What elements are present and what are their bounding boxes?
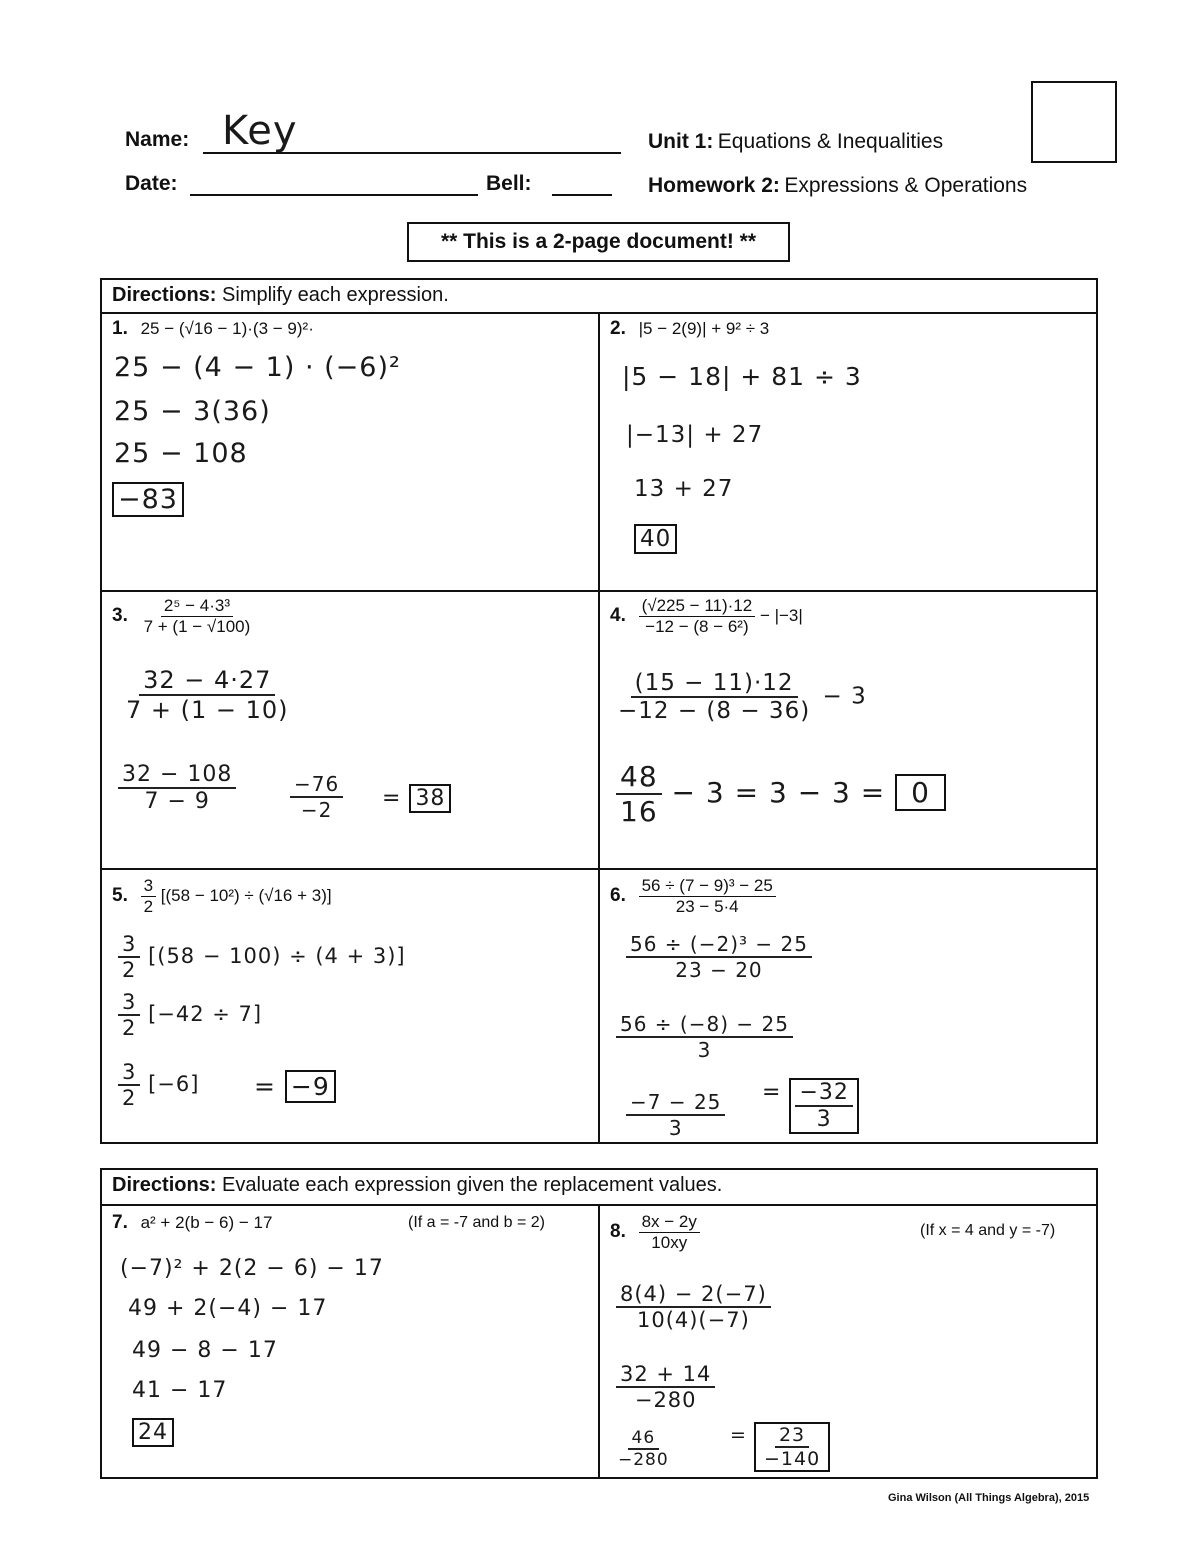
problem-5-expression: [(58 − 10²) ÷ (√16 + 3)] bbox=[160, 885, 332, 905]
problem-5-step: [−42 ÷ 7] bbox=[148, 1002, 263, 1026]
unit-title: Equations & Inequalities bbox=[717, 130, 944, 153]
directions-label: Directions: bbox=[112, 284, 217, 306]
problem-2-step: |5 − 18| + 81 ÷ 3 bbox=[622, 362, 862, 391]
problem-4-step: $\frac{48}{16}$ bbox=[616, 760, 662, 828]
section2-grid: Directions: Evaluate each expression given the replacement values. 7. a² + 2(b − 6) − 17 (If a = -7 and b = 2) (−7)² + 2(2 − 6) − 17 49 + 2(−4) − 17 49 − 8 − 17 41 − 17 24 8. $\frac{8x - 2y}{10xy}$ (If x = 4 and y = -7) $\frac{8(4) - 2(-7)}{10(4)(-7)}$ $\frac{32 + 14}{-280}$ $\frac{46}{-280}$ = $\frac{23}{-140}$ bbox=[100, 1168, 1098, 1479]
problem-6-answer: $\frac{-32}{3}$ bbox=[789, 1078, 858, 1134]
problem-7-step: 49 − 8 − 17 bbox=[132, 1338, 278, 1363]
problem-6-step: $\frac{\text{56 ÷ (−2)³ − 25}}{23 - 20}$ bbox=[626, 932, 812, 982]
problem-1-header: 1. 25 − (√16 − 1)·(3 − 9)²· bbox=[112, 318, 314, 339]
date-label: Date: bbox=[125, 172, 178, 195]
section1-directions bbox=[102, 280, 1096, 314]
problem-3-expression: $\frac{\text{2⁵ − 4·3³}}{7 + (1 - √100)}$ bbox=[143, 596, 251, 636]
row-divider bbox=[102, 868, 1096, 870]
problem-2-header: 2. |5 − 2(9)| + 9² ÷ 3 bbox=[610, 318, 770, 339]
problem-5-step: [−6] bbox=[148, 1072, 200, 1096]
problem-2-expression: |5 − 2(9)| + 9² ÷ 3 bbox=[638, 319, 770, 338]
problem-4-step: $\frac{(15 - 11)\cdot 12}{-12 - (8 - 36)}$ bbox=[618, 670, 811, 724]
problem-7-given: (If a = -7 and b = 2) bbox=[408, 1214, 545, 1231]
notice-banner: ** This is a 2-page document! ** bbox=[407, 222, 790, 262]
problem-7-expression: a² + 2(b − 6) − 17 bbox=[140, 1213, 273, 1232]
problem-3-answer: 38 bbox=[409, 784, 451, 813]
problem-1-step: 25 − 108 bbox=[114, 438, 248, 469]
bell-field[interactable] bbox=[552, 168, 612, 196]
row-divider bbox=[102, 590, 1096, 592]
problem-3-step: $\frac{32 - 4\cdot 27}{7 + (1 - 10)}$ bbox=[126, 666, 289, 724]
problem-8-expression: $\frac{8x - 2y}{10xy}$ bbox=[639, 1212, 700, 1253]
problem-6-step: $\frac{56 \div (-8) - 25}{3}$ bbox=[616, 1012, 793, 1062]
problem-3-step: $\frac{-76}{-2}$ bbox=[290, 772, 343, 822]
score-box bbox=[1031, 81, 1117, 163]
problem-2-answer: 40 bbox=[634, 524, 677, 554]
column-divider bbox=[598, 312, 600, 1142]
problem-7-step: 49 + 2(−4) − 17 bbox=[128, 1296, 328, 1321]
problem-3-step: $\frac{32 - 108}{7 - 9}$ bbox=[118, 762, 236, 814]
problem-6-step: $\frac{-7 - 25}{3}$ bbox=[626, 1090, 725, 1140]
problem-8-step: $\frac{46}{-280}$ bbox=[618, 1428, 669, 1470]
date-field[interactable] bbox=[190, 168, 478, 196]
column-divider bbox=[598, 1204, 600, 1477]
unit-label: Unit 1: bbox=[648, 130, 714, 153]
problem-3-header: 3. $\frac{\text{2⁵ − 4·3³}}{7 + (1 - √100)}$ bbox=[112, 596, 253, 637]
problem-7-step: (−7)² + 2(2 − 6) − 17 bbox=[120, 1256, 384, 1281]
directions-label: Directions: bbox=[112, 1174, 217, 1196]
homework-label: Homework 2: bbox=[648, 174, 780, 197]
unit-heading bbox=[648, 130, 943, 154]
problem-2-step: 13 + 27 bbox=[634, 476, 734, 502]
homework-title: Expressions & Operations bbox=[784, 174, 1028, 197]
directions-text: Simplify each expression. bbox=[222, 284, 449, 306]
problem-7-answer: 24 bbox=[132, 1418, 174, 1447]
footer-credit: Gina Wilson (All Things Algebra), 2015 bbox=[888, 1492, 1090, 1504]
problem-1-answer: −83 bbox=[112, 482, 184, 517]
problem-8-step: $\frac{32 + 14}{-280}$ bbox=[616, 1362, 715, 1412]
problem-5-step: [(58 − 100) ÷ (4 + 3)] bbox=[148, 944, 406, 968]
problem-5-header: 5. $\frac{3}{2}$ [(58 − 10²) ÷ (√16 + 3)] bbox=[112, 876, 332, 916]
problem-8-header: 8. $\frac{8x - 2y}{10xy}$ bbox=[610, 1212, 700, 1253]
problem-4-expression: $\frac{(√225 - 11)\cdot 12}{\text{−12 − (8 − 6²)}}$ bbox=[639, 596, 756, 637]
problem-8-step: $\frac{8(4) - 2(-7)}{10(4)(-7)}$ bbox=[616, 1282, 771, 1332]
section1-grid: Directions: Simplify each expression. 1. 25 − (√16 − 1)·(3 − 9)²· 25 − (4 − 1) · (−6)² 25 − 3(36) 25 − 108 −83 2. |5 − 2(9)| + 9² ÷ 3 |5 − 18| + 81 ÷ 3 |−13| + 27 13 + 27 40 3. $\frac{\text{2⁵ − 4·3³}}{7 + (1 - √100)}$ $\frac{32 - 4\cdot 27}{7 + (1 - 10)}$ $\frac{32 - 108}{7 - 9}$ $\frac{-76}{-2}$ = 38 4. $\frac{(√225 - 11)\cdot 12}{\text{−12 − (8 − 6²)}}$ − |−3| $\frac{(15 - 11)\cdot 12}{-12 - (8 - 36)}$ − 3 $\frac{48}{16}$ − 3 = 3 − 3 = 0 5. $\frac{3}{2}$ [(58 − 10²) ÷ (√16 + 3)] $\frac{3}{2}$ [(58 − 100) ÷ (4 + 3)] $\frac{3}{2}$ [−42 ÷ 7] $\frac{3}{2}$ [−6] = −9 6. $\frac{\text{56 ÷ (7 − 9)³ − 25}}{23 - 5\cdot 4}$ $\frac{\text{56 ÷ (−2)³ − 25}}{23 - 20}$ $\frac{56 \div (-8) - 25}{3}$ $\frac{-7 - 25}{3}$ = $\frac{-32}{3}$ bbox=[100, 278, 1098, 1144]
problem-6-header: 6. $\frac{\text{56 ÷ (7 − 9)³ − 25}}{23 - 5\cdot 4}$ bbox=[610, 876, 776, 917]
problem-1-expression: 25 − (√16 − 1)·(3 − 9)²· bbox=[140, 319, 314, 338]
name-value: Key bbox=[222, 108, 298, 154]
problem-1-step: 25 − 3(36) bbox=[114, 396, 271, 427]
problem-4-answer: 0 bbox=[895, 774, 946, 811]
problem-7-step: 41 − 17 bbox=[132, 1378, 228, 1403]
problem-8-given: (If x = 4 and y = -7) bbox=[920, 1222, 1056, 1239]
problem-5-answer: −9 bbox=[285, 1070, 336, 1103]
problem-7-header: 7. a² + 2(b − 6) − 17 bbox=[112, 1212, 273, 1233]
bell-label: Bell: bbox=[486, 172, 532, 195]
problem-8-answer: $\frac{23}{-140}$ bbox=[754, 1422, 830, 1472]
name-label: Name: bbox=[125, 128, 190, 151]
problem-6-expression: $\frac{\text{56 ÷ (7 − 9)³ − 25}}{23 - 5\cdot 4}$ bbox=[639, 876, 776, 917]
problem-4-header: 4. $\frac{(√225 - 11)\cdot 12}{\text{−12 − (8 − 6²)}}$ − |−3| bbox=[610, 596, 803, 636]
homework-heading bbox=[648, 174, 1027, 198]
directions-text: Evaluate each expression given the replacement values. bbox=[222, 1174, 723, 1196]
section2-directions bbox=[102, 1170, 1096, 1206]
problem-2-step: |−13| + 27 bbox=[626, 422, 764, 448]
problem-1-step: 25 − (4 − 1) · (−6)² bbox=[114, 352, 401, 383]
